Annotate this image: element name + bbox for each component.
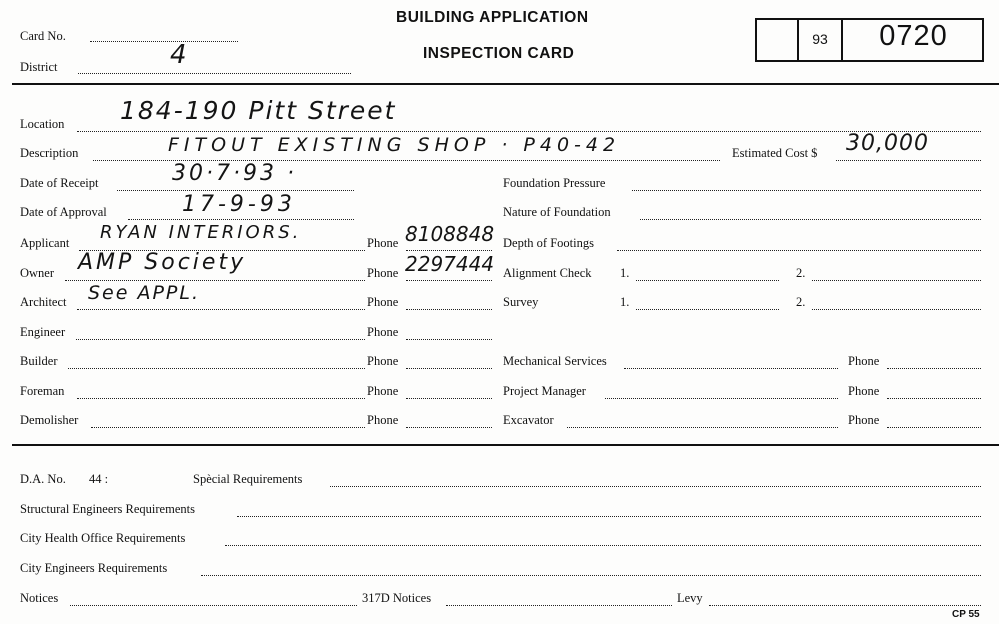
date-approval-field[interactable]: [128, 219, 354, 220]
foreman-label: Foreman: [20, 384, 65, 398]
project-manager-field[interactable]: [605, 398, 838, 399]
levy-label: Levy: [677, 591, 703, 605]
card-title-line1: BUILDING APPLICATION: [396, 9, 589, 26]
da-no-value: 44 :: [89, 472, 109, 486]
alignment-check-field-2[interactable]: [812, 280, 981, 281]
city-health-field[interactable]: [225, 545, 981, 546]
excavator-label: Excavator: [503, 413, 554, 427]
engineer-field[interactable]: [76, 339, 365, 340]
survey-field-1[interactable]: [636, 309, 779, 310]
date-receipt-label: Date of Receipt: [20, 176, 99, 190]
builder-label: Builder: [20, 354, 58, 368]
builder-phone-label: Phone: [367, 354, 399, 368]
foundation-pressure-label: Foundation Pressure: [503, 176, 606, 190]
project-manager-phone-label: Phone: [848, 384, 880, 398]
mechanical-phone-label: Phone: [848, 354, 880, 368]
owner-phone-label: Phone: [367, 266, 399, 280]
card-no-field[interactable]: [90, 41, 238, 42]
district-value: 4: [170, 40, 188, 70]
owner-phone-field[interactable]: [406, 280, 492, 281]
architect-field[interactable]: [77, 309, 365, 310]
foundation-pressure-field[interactable]: [632, 190, 981, 191]
alignment-check-num2: 2.: [796, 266, 806, 280]
date-approval-value: 17-9-93: [182, 192, 296, 217]
demolisher-label: Demolisher: [20, 413, 79, 427]
excavator-phone-label: Phone: [848, 413, 880, 427]
estimated-cost-value: 30,000: [846, 131, 929, 156]
notices-label: Notices: [20, 591, 59, 605]
foreman-field[interactable]: [77, 398, 365, 399]
notices-field[interactable]: [70, 605, 357, 606]
levy-field[interactable]: [709, 605, 981, 606]
mechanical-services-label: Mechanical Services: [503, 354, 607, 368]
special-requirements-field[interactable]: [330, 486, 981, 487]
owner-phone-value: 2297444: [405, 252, 495, 276]
survey-num1: 1.: [620, 295, 630, 309]
notices-317d-label: 317D Notices: [362, 591, 432, 605]
applicant-phone-value: 8108848: [405, 222, 495, 246]
card-title-line2: INSPECTION CARD: [423, 45, 575, 62]
project-manager-label: Project Manager: [503, 384, 586, 398]
engineer-label: Engineer: [20, 325, 66, 339]
depth-footings-field[interactable]: [617, 250, 981, 251]
mechanical-phone-field[interactable]: [887, 368, 981, 369]
owner-value: AMP Society: [78, 250, 247, 275]
foreman-phone-field[interactable]: [406, 398, 492, 399]
section-divider: [12, 83, 999, 85]
architect-value: See APPL.: [88, 282, 201, 304]
architect-label: Architect: [20, 295, 67, 309]
date-receipt-value: 30·7·93 ·: [172, 161, 297, 186]
applicant-phone-field[interactable]: [406, 250, 492, 251]
city-engineers-label: City Engineers Requirements: [20, 561, 168, 575]
applicant-value: RYAN INTERIORS.: [100, 222, 302, 243]
description-label: Description: [20, 146, 79, 160]
applicant-phone-label: Phone: [367, 236, 399, 250]
engineer-phone-label: Phone: [367, 325, 399, 339]
estimated-cost-field[interactable]: [836, 160, 981, 161]
description-value: FITOUT EXISTING SHOP · P40-42: [168, 134, 621, 156]
builder-field[interactable]: [68, 368, 365, 369]
date-receipt-field[interactable]: [117, 190, 354, 191]
location-label: Location: [20, 117, 65, 131]
card-year: 93: [812, 31, 828, 47]
excavator-field[interactable]: [567, 427, 838, 428]
demolisher-phone-label: Phone: [367, 413, 399, 427]
excavator-phone-field[interactable]: [887, 427, 981, 428]
survey-label: Survey: [503, 295, 539, 309]
demolisher-field[interactable]: [91, 427, 365, 428]
district-label: District: [20, 60, 58, 74]
nature-foundation-field[interactable]: [640, 219, 981, 220]
depth-footings-label: Depth of Footings: [503, 236, 594, 250]
district-field[interactable]: [78, 73, 351, 74]
foreman-phone-label: Phone: [367, 384, 399, 398]
architect-phone-label: Phone: [367, 295, 399, 309]
section-divider: [12, 444, 999, 446]
architect-phone-field[interactable]: [406, 309, 492, 310]
alignment-check-field-1[interactable]: [636, 280, 779, 281]
applicant-label: Applicant: [20, 236, 70, 250]
card-number: 0720: [879, 20, 948, 52]
date-approval-label: Date of Approval: [20, 205, 107, 219]
city-engineers-field[interactable]: [201, 575, 981, 576]
survey-num2: 2.: [796, 295, 806, 309]
location-value: 184-190 Pitt Street: [120, 96, 397, 125]
nature-foundation-label: Nature of Foundation: [503, 205, 611, 219]
alignment-check-num1: 1.: [620, 266, 630, 280]
mechanical-services-field[interactable]: [624, 368, 838, 369]
engineer-phone-field[interactable]: [406, 339, 492, 340]
demolisher-phone-field[interactable]: [406, 427, 492, 428]
builder-phone-field[interactable]: [406, 368, 492, 369]
special-requirements-label: Spècial Requirements: [193, 472, 303, 486]
notices-317d-field[interactable]: [446, 605, 672, 606]
city-health-label: City Health Office Requirements: [20, 531, 186, 545]
estimated-cost-label: Estimated Cost $: [732, 146, 818, 160]
alignment-check-label: Alignment Check: [503, 266, 592, 280]
form-code: CP 55: [952, 609, 980, 620]
card-no-label: Card No.: [20, 29, 66, 43]
da-no-label: D.A. No.: [20, 472, 66, 486]
owner-field[interactable]: [65, 280, 365, 281]
survey-field-2[interactable]: [812, 309, 981, 310]
owner-label: Owner: [20, 266, 55, 280]
structural-engineers-label: Structural Engineers Requirements: [20, 502, 195, 516]
structural-engineers-field[interactable]: [237, 516, 981, 517]
project-manager-phone-field[interactable]: [887, 398, 981, 399]
